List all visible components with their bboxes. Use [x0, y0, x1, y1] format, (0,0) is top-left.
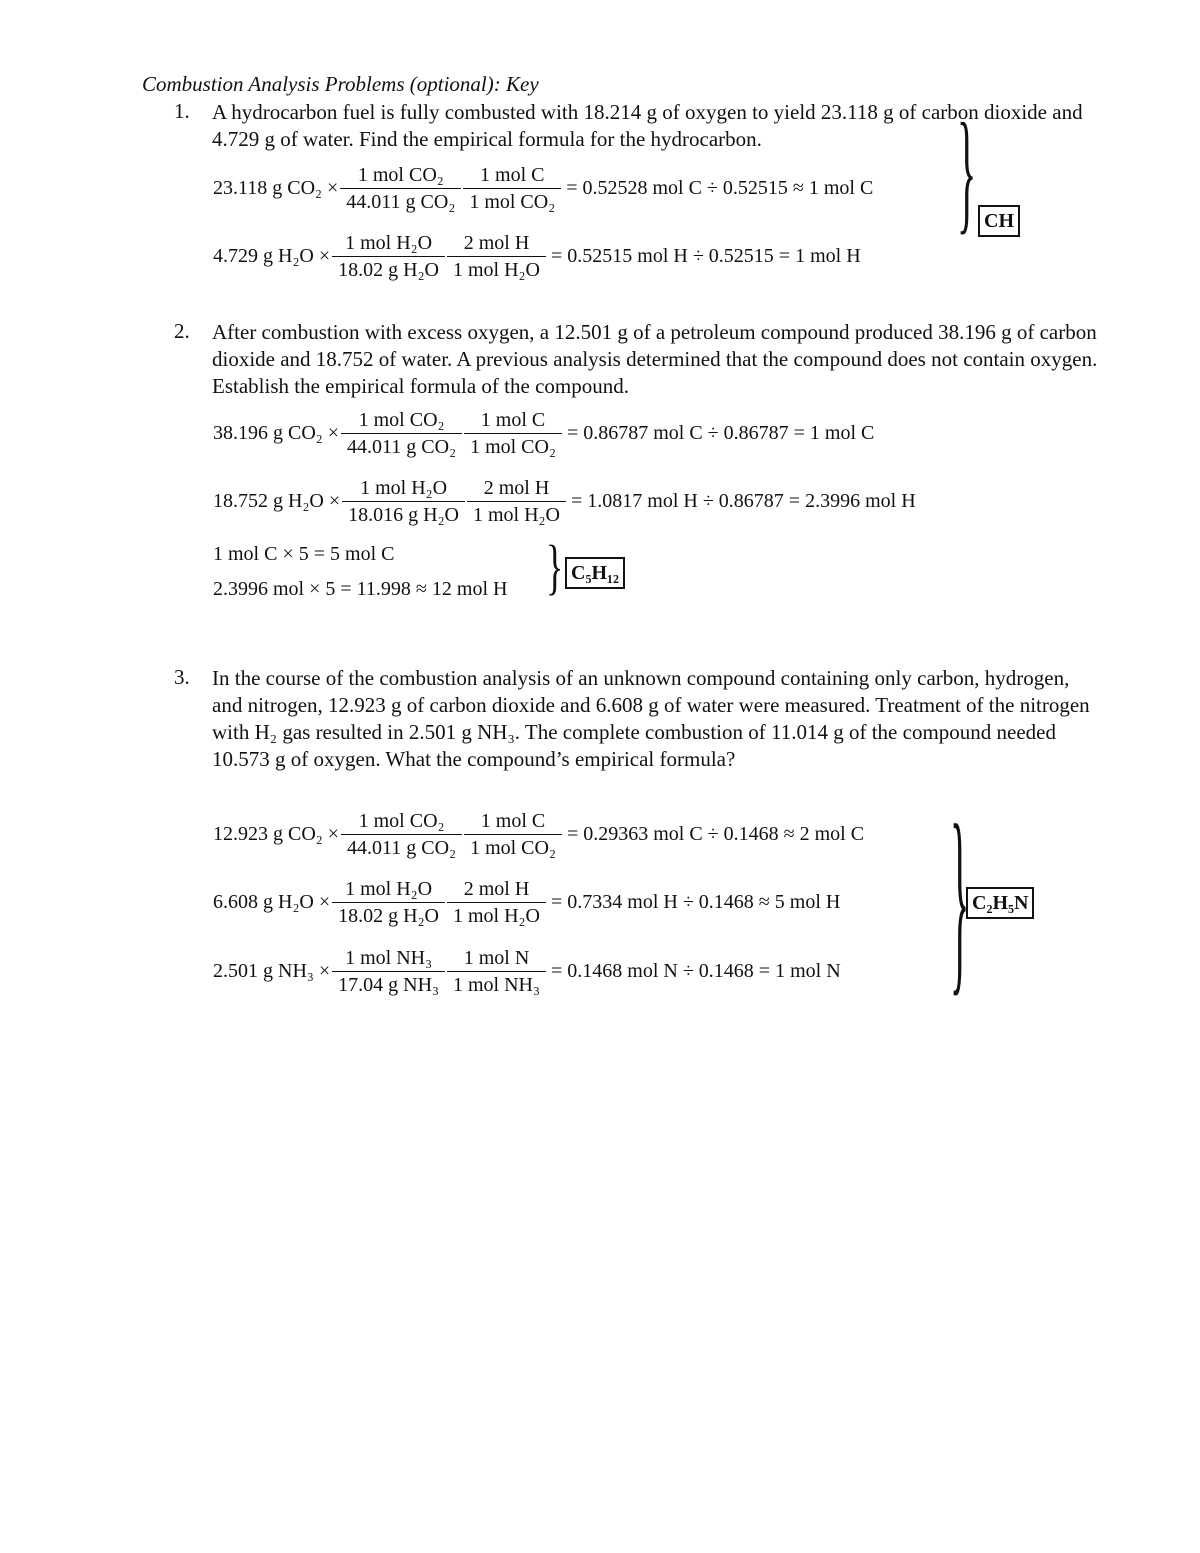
problem-text: In the course of the combustion analysis of an unknown compound containing only carbon, hydrogen, and nitrogen, 12.923 g of carbon dioxide and 6.608 g of water were measured. Treatment of the nitrogen with H₂ gas resulted in 2.501 g NH₃. The complete combustion of 11.014 g of the compound needed 10.573 g of oxygen. What the compound’s empirical formula?: [212, 666, 1090, 771]
numerator: 1 mol H₂O: [345, 231, 433, 254]
equation-result: = 0.7334 mol H ÷ 0.1468 ≈ 5 mol H: [550, 890, 841, 913]
conversion-fraction: [332, 945, 445, 998]
numerator: 2 mol H: [463, 231, 530, 254]
conversion-fraction: [342, 475, 465, 528]
equation-lhs: 38.196 g CO₂ ×: [213, 421, 340, 444]
equation-result: = 0.1468 mol N ÷ 0.1468 = 1 mol N: [550, 959, 841, 982]
denominator: 1 mol H₂O: [467, 501, 566, 528]
conversion-fraction: [463, 162, 561, 215]
numerator: 2 mol H: [483, 476, 550, 499]
equation-result: = 0.29363 mol C ÷ 0.1468 ≈ 2 mol C: [566, 822, 865, 845]
conversion-fraction: [447, 230, 546, 283]
denominator: 1 mol H₂O: [447, 256, 546, 283]
numerator: 1 mol H₂O: [345, 877, 433, 900]
problem-3: [174, 665, 1099, 773]
answer-box: C₅H₁₂: [565, 557, 625, 589]
numerator: 1 mol H₂O: [360, 476, 448, 499]
equation-1-hydrogen: [213, 224, 861, 288]
problem-text: After combustion with excess oxygen, a 12.501 g of a petroleum compound produced 38.196 g of carbon dioxide and 18.752 of water. A previous analysis determined that the compound does not contain oxygen. Establish the empirical formula of the compound.: [212, 320, 1098, 398]
problem-number: 2.: [174, 319, 190, 343]
conversion-fraction: [341, 808, 462, 861]
denominator: 1 mol CO₂: [464, 834, 562, 861]
equation-2-carbon: [213, 401, 874, 465]
right-brace: }: [957, 93, 977, 247]
numerator: 1 mol C: [480, 408, 546, 431]
problem-2: [174, 319, 1099, 400]
numerator: 1 mol N: [463, 946, 530, 969]
right-brace: }: [950, 780, 970, 1015]
numerator: 1 mol C: [480, 809, 546, 832]
numerator: 1 mol CO₂: [358, 408, 445, 431]
denominator: 44.011 g CO₂: [341, 433, 462, 460]
numerator: 1 mol C: [480, 163, 545, 186]
denominator: 1 mol CO₂: [463, 188, 561, 215]
conversion-fraction: [447, 876, 546, 929]
denominator: 1 mol CO₂: [464, 433, 562, 460]
conversion-fraction: [340, 162, 461, 215]
denominator: 44.011 g CO₂: [340, 188, 461, 215]
denominator: 18.02 g H₂O: [332, 902, 445, 929]
equation-3-carbon: [213, 802, 864, 866]
denominator: 1 mol NH₃: [447, 971, 546, 998]
equation-result: = 0.86787 mol C ÷ 0.86787 = 1 mol C: [566, 421, 875, 444]
equation-lhs: 18.752 g H₂O ×: [213, 489, 341, 512]
problem-text: A hydrocarbon fuel is fully combusted with 18.214 g of oxygen to yield 23.118 g of carbon dioxide and 4.729 g of water. Find the empirical formula for the hydrocarbon.: [212, 100, 1083, 151]
denominator: 18.02 g H₂O: [332, 256, 445, 283]
equation-lhs: 2.501 g NH₃ ×: [213, 959, 331, 982]
conversion-fraction: [332, 230, 445, 283]
problem-number: 1.: [174, 99, 190, 123]
equation-lhs: 6.608 g H₂O ×: [213, 890, 331, 913]
answer-box: C₂H₅N: [966, 887, 1034, 919]
right-brace: }: [546, 533, 564, 601]
conversion-fraction: [332, 876, 445, 929]
page-title: Combustion Analysis Problems (optional): Key: [142, 72, 539, 96]
numerator: 1 mol NH₃: [345, 946, 433, 969]
equation-lhs: 23.118 g CO₂ ×: [213, 176, 339, 199]
multiply-line: 2.3996 mol × 5 = 11.998 ≈ 12 mol H: [213, 578, 508, 600]
answer-box: CH: [978, 205, 1020, 237]
denominator: 1 mol H₂O: [447, 902, 546, 929]
equation-lhs: 12.923 g CO₂ ×: [213, 822, 340, 845]
equation-3-hydrogen: [213, 870, 840, 934]
denominator: 18.016 g H₂O: [342, 501, 465, 528]
problem-number: 3.: [174, 665, 190, 689]
equation-result: = 0.52528 mol C ÷ 0.52515 ≈ 1 mol C: [566, 176, 874, 199]
equation-lhs: 4.729 g H₂O ×: [213, 244, 331, 267]
equation-result: = 1.0817 mol H ÷ 0.86787 = 2.3996 mol H: [570, 489, 916, 512]
conversion-fraction: [467, 475, 566, 528]
equation-result: = 0.52515 mol H ÷ 0.52515 = 1 mol H: [550, 244, 861, 267]
equation-1-carbon: [213, 156, 873, 220]
denominator: 17.04 g NH₃: [332, 971, 445, 998]
denominator: 44.011 g CO₂: [341, 834, 462, 861]
numerator: 2 mol H: [463, 877, 530, 900]
equation-2-hydrogen: [213, 469, 916, 533]
multiply-line: 1 mol C × 5 = 5 mol C: [213, 543, 395, 565]
numerator: 1 mol CO₂: [358, 809, 445, 832]
conversion-fraction: [464, 407, 562, 460]
equation-3-nitrogen: [213, 939, 841, 1003]
conversion-fraction: [341, 407, 462, 460]
numerator: 1 mol CO₂: [357, 163, 444, 186]
conversion-fraction: [447, 945, 546, 998]
conversion-fraction: [464, 808, 562, 861]
